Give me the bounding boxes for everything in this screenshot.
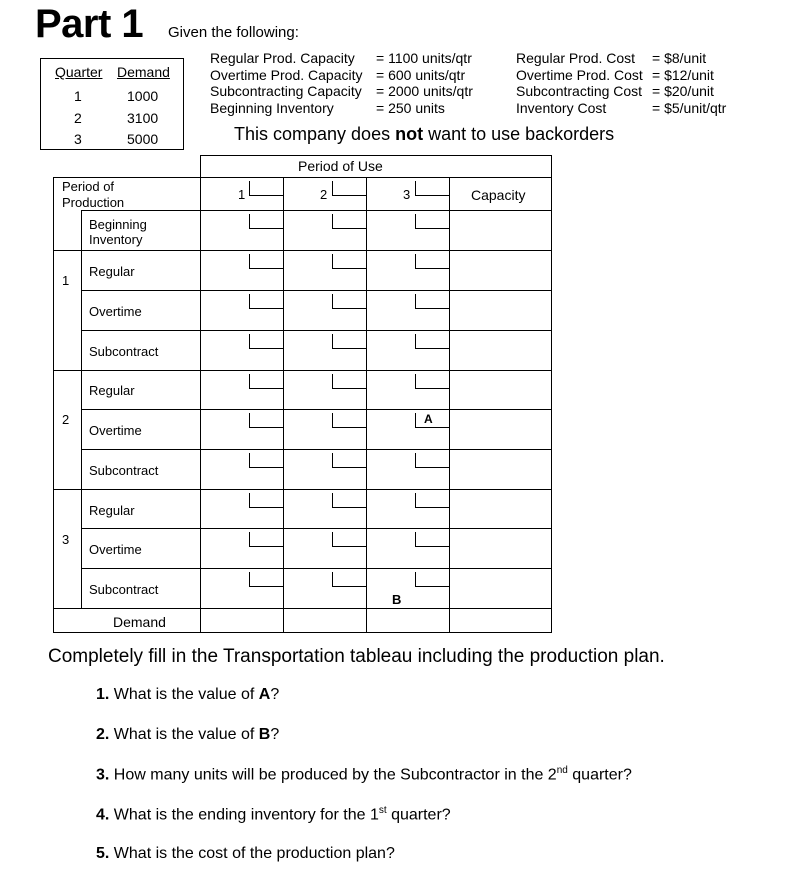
- cost-box: [332, 453, 366, 468]
- cost-value: = $12/unit: [652, 66, 714, 83]
- capacity-value: = 250 units: [376, 99, 445, 116]
- source-overtime-label: Overtime: [89, 423, 142, 438]
- note-text: want to use backorders: [423, 124, 615, 144]
- source-regular-label: Regular: [89, 503, 135, 518]
- cost-box: [249, 294, 283, 309]
- question-number: 3.: [96, 766, 110, 784]
- cost-box: [415, 334, 449, 349]
- grid-line: [53, 370, 552, 371]
- cost-box: [249, 181, 283, 196]
- grid-line: [81, 210, 552, 211]
- cost-value: = $8/unit: [652, 50, 707, 66]
- cost-box: [415, 572, 449, 587]
- question-text: quarter?: [386, 806, 451, 824]
- capacity-label: Subcontracting Capacity: [210, 83, 362, 99]
- cost-box: [332, 532, 366, 547]
- cost-box: [332, 294, 366, 309]
- beginning-inventory-label: Inventory: [89, 232, 143, 247]
- note-emphasis: not: [395, 124, 424, 144]
- capacity-label: Beginning Inventory: [210, 99, 334, 116]
- cost-box: [415, 254, 449, 269]
- question-2: [96, 726, 279, 744]
- grid-line: [200, 177, 201, 633]
- cost-box: [415, 294, 449, 309]
- cost-label: Regular Prod. Cost: [516, 50, 636, 66]
- grid-line: [81, 409, 552, 410]
- capacity-list: [210, 50, 473, 116]
- quarter-cell: 3: [74, 131, 82, 147]
- note-text: This company does: [234, 124, 396, 144]
- grid-line: [81, 290, 552, 291]
- grid-line: [366, 177, 367, 633]
- grid-line: [53, 489, 552, 490]
- source-subcontract-label: Subcontract: [89, 582, 159, 597]
- capacity-value: = 2000 units/qtr: [376, 83, 473, 99]
- demand-cell: 1000: [127, 88, 159, 104]
- question-number: 4.: [96, 806, 110, 824]
- use-column-header: 1: [238, 187, 246, 202]
- grid-line: [53, 177, 54, 633]
- ordinal-suffix: nd: [556, 765, 568, 776]
- grid-line: [53, 250, 552, 251]
- cost-box: [332, 214, 366, 229]
- quarter-header: Quarter: [55, 64, 103, 80]
- question-emphasis: A: [258, 686, 271, 703]
- demand-row-label: Demand: [113, 614, 166, 630]
- demand-cell: 5000: [127, 131, 159, 147]
- cost-label: Inventory Cost: [516, 99, 607, 116]
- question-3: [96, 765, 632, 784]
- cost-box: [415, 181, 449, 196]
- marker-b: B: [392, 592, 402, 607]
- cost-box: [332, 572, 366, 587]
- instruction-text: Completely fill in the Transportation tableau including the production plan.: [48, 646, 665, 667]
- source-subcontract-label: Subcontract: [89, 463, 159, 478]
- demand-cell: 3100: [127, 110, 159, 126]
- question-number: 2.: [96, 726, 110, 743]
- cost-value: = $5/unit/qtr: [652, 99, 727, 116]
- question-text: ?: [270, 726, 280, 743]
- cost-box: [249, 254, 283, 269]
- quarter-cell: 1: [74, 88, 82, 104]
- grid-line: [283, 177, 284, 633]
- question-5: [96, 845, 395, 863]
- grid-line: [81, 210, 82, 608]
- period-of-production-label: Period of: [62, 179, 115, 194]
- cost-label: Subcontracting Cost: [516, 83, 643, 99]
- cost-box: [249, 214, 283, 229]
- grid-line: [81, 568, 552, 569]
- cost-list: [516, 50, 726, 116]
- cost-box: [415, 493, 449, 508]
- beginning-inventory-label: Beginning: [89, 217, 147, 232]
- cost-box: [415, 532, 449, 547]
- backorder-note: [234, 124, 614, 145]
- cost-label: Overtime Prod. Cost: [516, 66, 643, 83]
- source-regular-label: Regular: [89, 264, 135, 279]
- capacity-header: Capacity: [471, 187, 526, 203]
- source-overtime-label: Overtime: [89, 304, 142, 319]
- question-emphasis: B: [258, 726, 271, 743]
- production-period-number: 2: [62, 412, 70, 427]
- production-period-number: 3: [62, 532, 70, 547]
- cost-box: [249, 334, 283, 349]
- question-text: What is the value of: [113, 726, 259, 743]
- source-subcontract-label: Subcontract: [89, 344, 159, 359]
- cost-box: [332, 413, 366, 428]
- ordinal-suffix: st: [378, 805, 387, 816]
- grid-line: [81, 528, 552, 529]
- cost-box: [415, 374, 449, 389]
- page-title: Part 1: [35, 2, 144, 46]
- cost-box: [415, 214, 449, 229]
- question-1: [96, 686, 279, 704]
- question-4: [96, 805, 451, 824]
- quarter-cell: 2: [74, 110, 82, 126]
- source-regular-label: Regular: [89, 383, 135, 398]
- cost-box: [332, 493, 366, 508]
- grid-line: [551, 177, 552, 633]
- production-period-number: 1: [62, 273, 70, 288]
- capacity-label: Regular Prod. Capacity: [210, 50, 355, 66]
- cost-box: [249, 532, 283, 547]
- question-number: 5.: [96, 845, 110, 862]
- grid-line: [81, 330, 552, 331]
- grid-line: [53, 632, 552, 633]
- cost-box: [415, 453, 449, 468]
- grid-line: [81, 449, 552, 450]
- source-overtime-label: Overtime: [89, 542, 142, 557]
- demand-table: [40, 58, 184, 150]
- use-column-header: 2: [320, 187, 328, 202]
- given-label: Given the following:: [168, 24, 299, 41]
- cost-value: = $20/unit: [652, 83, 714, 99]
- question-text: What is the value of: [113, 686, 259, 703]
- cost-box: [332, 181, 366, 196]
- grid-line: [53, 177, 552, 178]
- capacity-value: = 1100 units/qtr: [376, 50, 472, 66]
- question-text: ?: [270, 686, 280, 703]
- capacity-value: = 600 units/qtr: [376, 66, 466, 83]
- cost-box: [249, 493, 283, 508]
- cost-box: [332, 374, 366, 389]
- use-column-header: 3: [403, 187, 411, 202]
- cost-box: [332, 334, 366, 349]
- demand-header: Demand: [117, 64, 170, 80]
- cost-box: [249, 413, 283, 428]
- grid-line: [53, 608, 552, 609]
- question-text: What is the ending inventory for the 1: [113, 806, 379, 824]
- cost-box: [249, 374, 283, 389]
- grid-line: [449, 177, 450, 633]
- marker-a: A: [424, 412, 433, 426]
- question-text: quarter?: [567, 766, 632, 784]
- period-of-production-label: Production: [62, 195, 125, 210]
- question-text: How many units will be produced by the Subcontractor in the 2: [113, 766, 557, 784]
- cost-box: [249, 572, 283, 587]
- capacity-label: Overtime Prod. Capacity: [210, 66, 363, 83]
- cost-box: [249, 453, 283, 468]
- cost-box: [332, 254, 366, 269]
- cost-box: [415, 413, 449, 428]
- period-of-use-label: Period of Use: [298, 158, 383, 174]
- question-number: 1.: [96, 686, 110, 703]
- question-text: What is the cost of the production plan?: [113, 845, 395, 862]
